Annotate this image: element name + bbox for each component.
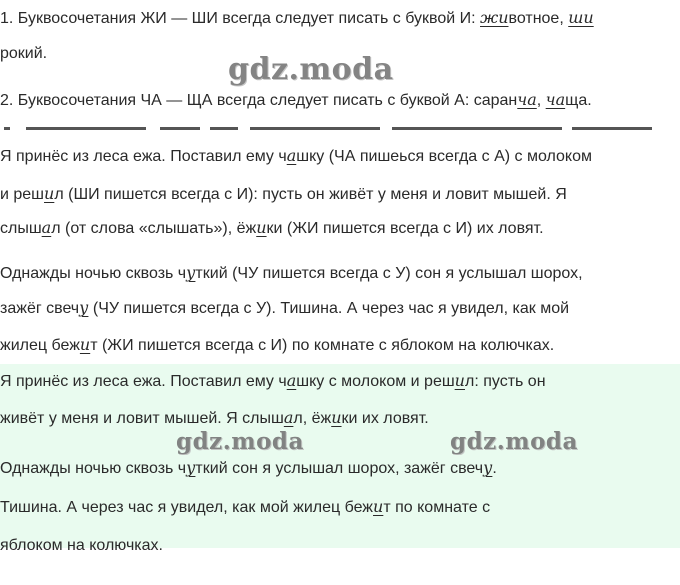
text: слыш: [0, 220, 42, 237]
underlined-letters: и: [79, 335, 91, 354]
text: Я принёс из леса ежа. Поставил ему ч: [0, 148, 287, 165]
rule-2-text: 2. Буквосочетания ЧА — ЩА всегда следует писать с буквой А: саран: [0, 92, 518, 109]
underlined-letters: а: [41, 218, 52, 237]
underlined-letters: и: [373, 497, 384, 516]
rule-1-text: вотное,: [508, 10, 569, 27]
text: ткий сон я услышал шорох, зажёг свеч: [195, 460, 484, 477]
watermark-top: gdz.moda: [228, 52, 394, 87]
answer-line: [0, 497, 490, 518]
explained-line: [0, 263, 583, 284]
text: шку (ЧА пишеься всегда с А) с молоком: [296, 148, 593, 165]
text: ки (ЖИ пишется всегда с И) их ловят.: [266, 220, 544, 237]
underlined-letters: и: [454, 371, 465, 390]
text: Тишина. А через час я увидел, как мой жилец беж: [0, 499, 374, 516]
rule-1-text: 1. Буквосочетания ЖИ — ШИ всегда следует писать с буквой И:: [0, 10, 480, 27]
text: жилец беж: [0, 337, 80, 354]
underlined-letters: ши: [568, 8, 594, 27]
text: л (от слова «слышать»), ёж: [51, 220, 257, 237]
underlined-letters: а: [286, 146, 297, 165]
underlined-letters: у: [79, 298, 89, 317]
rule-1-text: рокий.: [0, 45, 48, 62]
text: л: пусть он: [464, 373, 546, 390]
rule-1-line-2: [0, 44, 47, 64]
explained-line: [0, 298, 569, 319]
text: зажёг свеч: [0, 300, 80, 317]
text: (ЧУ пишется всегда с У). Тишина. А через час я увидел, как мой: [88, 300, 570, 317]
answer-line: [0, 458, 497, 479]
text: Однажды ночью сквозь ч: [0, 460, 187, 477]
text: т (ЖИ пишется всегда с И) по комнате с яблоком на колючках.: [90, 337, 555, 354]
text: Однажды ночью сквозь ч: [0, 265, 187, 282]
text: ткий (ЧУ пишется всегда с У) сон я услышал шорох,: [195, 265, 583, 282]
rule-1-line-1: [0, 8, 594, 29]
answer-line: [0, 408, 429, 429]
underlined-letters: а: [286, 371, 297, 390]
explained-line: [0, 184, 567, 205]
text: л, ёж: [293, 410, 332, 427]
underlined-letters: и: [331, 408, 342, 427]
underlined-letters: и: [256, 218, 267, 237]
text: и реш: [0, 186, 45, 203]
watermark-left: gdz.moda: [176, 428, 304, 455]
explained-line: [0, 146, 592, 167]
text: л (ШИ пишется всегда с И): пусть он живёт у меня и ловит мышей. Я: [54, 186, 567, 203]
text: ки их ловят.: [341, 410, 429, 427]
answer-line: [0, 371, 546, 392]
rule-2-text: ,: [536, 92, 546, 109]
underlined-letters: а: [283, 408, 294, 427]
text: т по комнате с: [383, 499, 491, 516]
watermark-right: gdz.moda: [450, 428, 578, 455]
underlined-letters: у: [186, 458, 196, 477]
explained-line: [0, 218, 544, 239]
explained-line: [0, 335, 554, 356]
cut-off-line: [0, 127, 680, 137]
text: яблоком на колючках.: [0, 538, 163, 550]
text: .: [492, 460, 497, 477]
rule-2-text: ща.: [565, 92, 592, 109]
rule-2-line: [0, 90, 592, 111]
text: шку с молоком и реш: [296, 373, 455, 390]
text: Я принёс из леса ежа. Поставил ему ч: [0, 373, 287, 390]
answer-line-cutoff: [0, 538, 163, 550]
underlined-letters: жи: [480, 8, 509, 27]
underlined-letters: ча: [517, 90, 537, 109]
underlined-letters: ча: [545, 90, 566, 109]
text: живёт у меня и ловит мышей. Я слыш: [0, 410, 284, 427]
underlined-letters: у: [186, 263, 196, 282]
underlined-letters: у: [483, 458, 493, 477]
underlined-letters: и: [44, 184, 55, 203]
